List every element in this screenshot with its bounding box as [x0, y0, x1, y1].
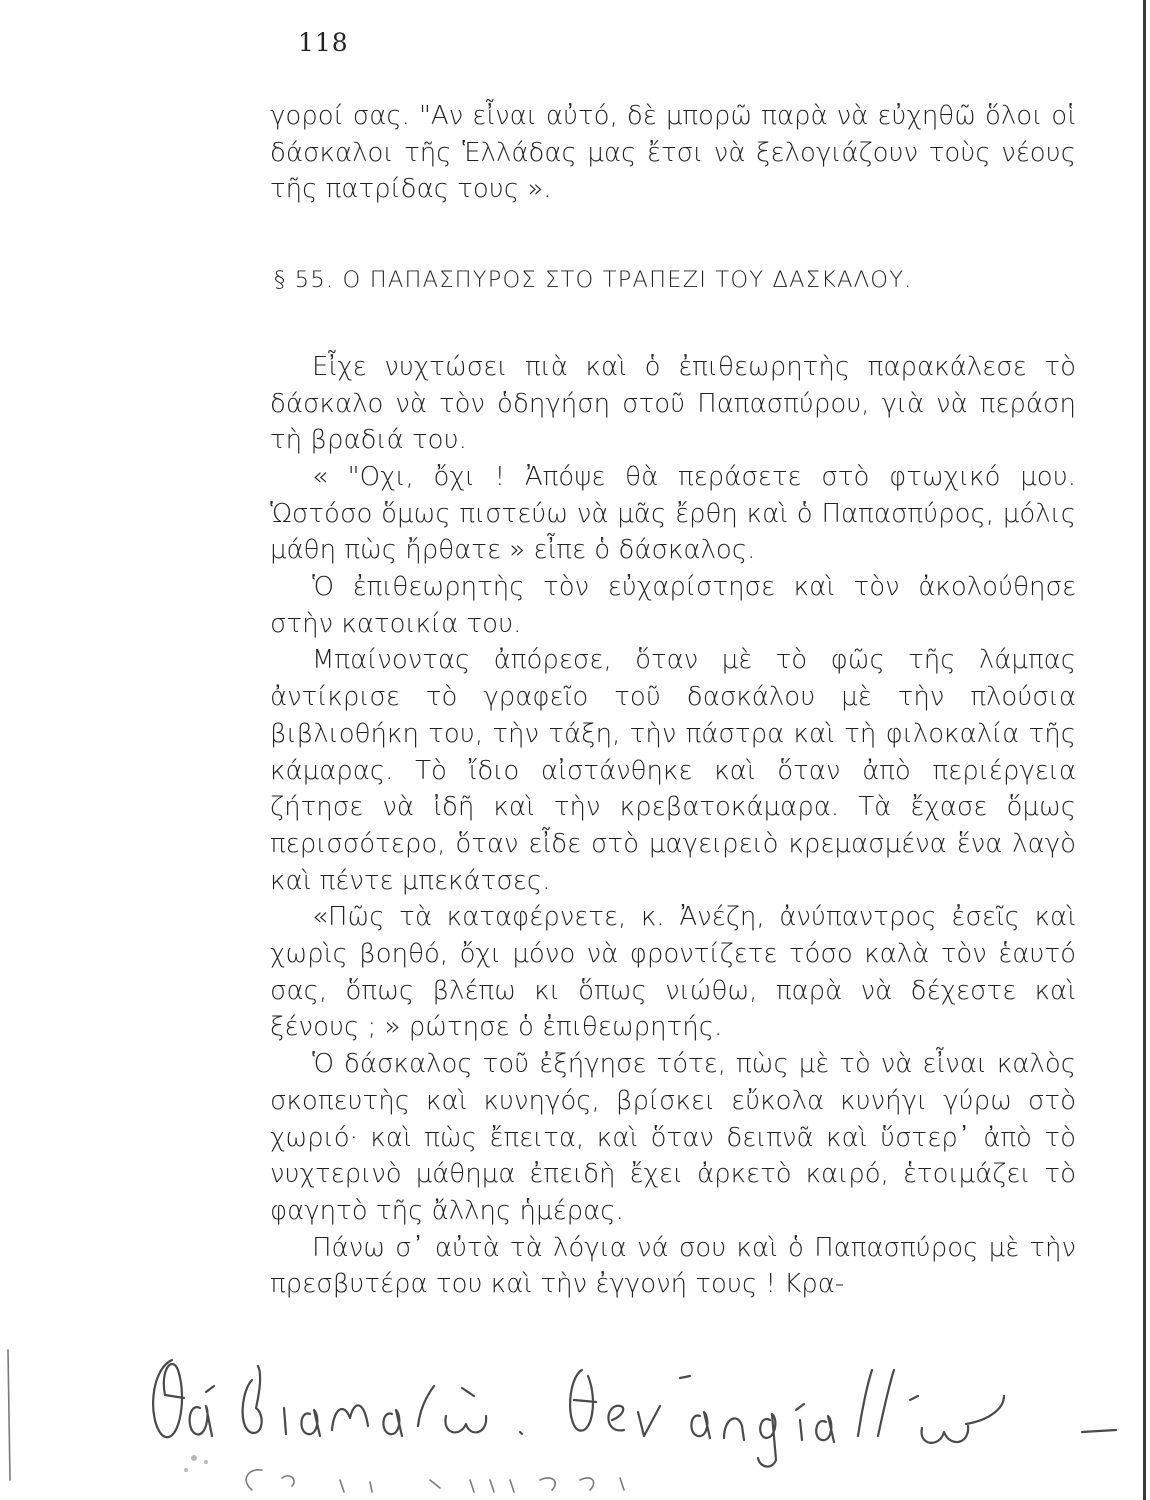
page-edge-shadow [1143, 0, 1146, 1500]
body-text [270, 98, 1076, 1303]
paragraph: Μπαίνοντας ἀπόρεσε, ὅταν μὲ τὸ φῶς τῆς λάμπας ἀντίκρισε τὸ γραφεῖο τοῦ δασκάλου μὲ τὴν πλούσια βιβλιοθήκη του, τὴν τάξη, τὴν πάστρα καὶ τὴ φιλοκαλία τῆς κάμαρας. Τὸ ἴδιο αἰστάνθηκε καὶ ὅταν ἀπὸ περιέργεια ζήτησε νὰ ἰδῆ καὶ τὴν κρεβατοκάμαρα. Τὰ ἔχασε ὅμως περισσότερο, ὅταν εἶδε στὸ μαγειρειὸ κρεμασμένα ἕνα λαγὸ καὶ πέντε μπεκάτσες. [270, 645, 1076, 896]
section-heading: § 55. Ο ΠΑΠΑΣΠΥΡΟΣ ΣΤΟ ΤΡΑΠΕΖΙ ΤΟΥ ΔΑΣΚΑΛΟΥ. [274, 267, 913, 294]
paragraph: Πάνω σ᾽ αὐτὰ τὰ λόγια νά σου καὶ ὁ Παπασπύρος μὲ τὴν πρεσβυτέρα του καὶ τὴν ἐγγονή τους ! Κρα- [270, 1232, 1076, 1300]
paragraph-continuation: γοροί σας. "Αν εἶναι αὐτό, δὲ μπορῶ παρὰ νὰ εὐχηθῶ ὅλοι οἱ δάσκαλοι τῆς Ἑλλάδας μας ἔτσι νὰ ξελογιάζουν τοὺς νέους τῆς πατρίδας τους ». [270, 101, 1076, 205]
paragraph: Ὁ δάσκαλος τοῦ ἐξήγησε τότε, πὼς μὲ τὸ νὰ εἶναι καλὸς σκοπευτὴς καὶ κυνηγός, βρίσκει εὔκολα κυνήγι γύρω στὸ χωριό· καὶ πὼς ἔπειτα, καὶ ὅταν δειπνᾶ καὶ ὕστερ᾽ ἀπὸ τὸ νυχτερινὸ μάθημα ἐπειδὴ ἔχει ἀρκετὸ καιρό, ἑτοιμάζει τὸ φαγητὸ τῆς ἄλλης ἡμέρας. [270, 1049, 1076, 1226]
paragraph: Εἶχε νυχτώσει πιὰ καὶ ὁ ἐπιθεωρητὴς παρακάλεσε τὸ δάσκαλο νὰ τὸν ὁδηγήση στοῦ Παπασπύρου, γιὰ νὰ περάση τὴ βραδιά του. [270, 351, 1076, 456]
paragraph: « "Οχι, ὄχι ! Ἀπόψε θὰ περάσετε στὸ φτωχικό μου. Ὡστόσο ὅμως πιστεύω νὰ μᾶς ἔρθη καὶ ὁ Παπασπύρος, μόλις μάθη πὼς ἤρθατε » εἶπε ὁ δάσκαλος. [270, 461, 1076, 566]
handwriting-scribble-icon [0, 1330, 1150, 1500]
paragraph: Ὁ ἐπιθεωρητὴς τὸν εὐχαρίστησε καὶ τὸν ἀκολούθησε στὴν κατοικία του. [270, 572, 1076, 639]
handwritten-note [0, 1330, 1150, 1500]
page-number: 118 [298, 28, 349, 57]
paragraph: «Πῶς τὰ καταφέρνετε, κ. Ἀνέζη, ἀνύπαντρος ἐσεῖς καὶ χωρὶς βοηθό, ὄχι μόνο νὰ φροντίζετε τόσο καλὰ τὸν ἑαυτό σας, ὅπως βλέπω κι ὅπως νιώθω, παρὰ νὰ δέχεστε καὶ ξένους ; » ρώτησε ὁ ἐπιθεωρητής. [270, 902, 1076, 1043]
